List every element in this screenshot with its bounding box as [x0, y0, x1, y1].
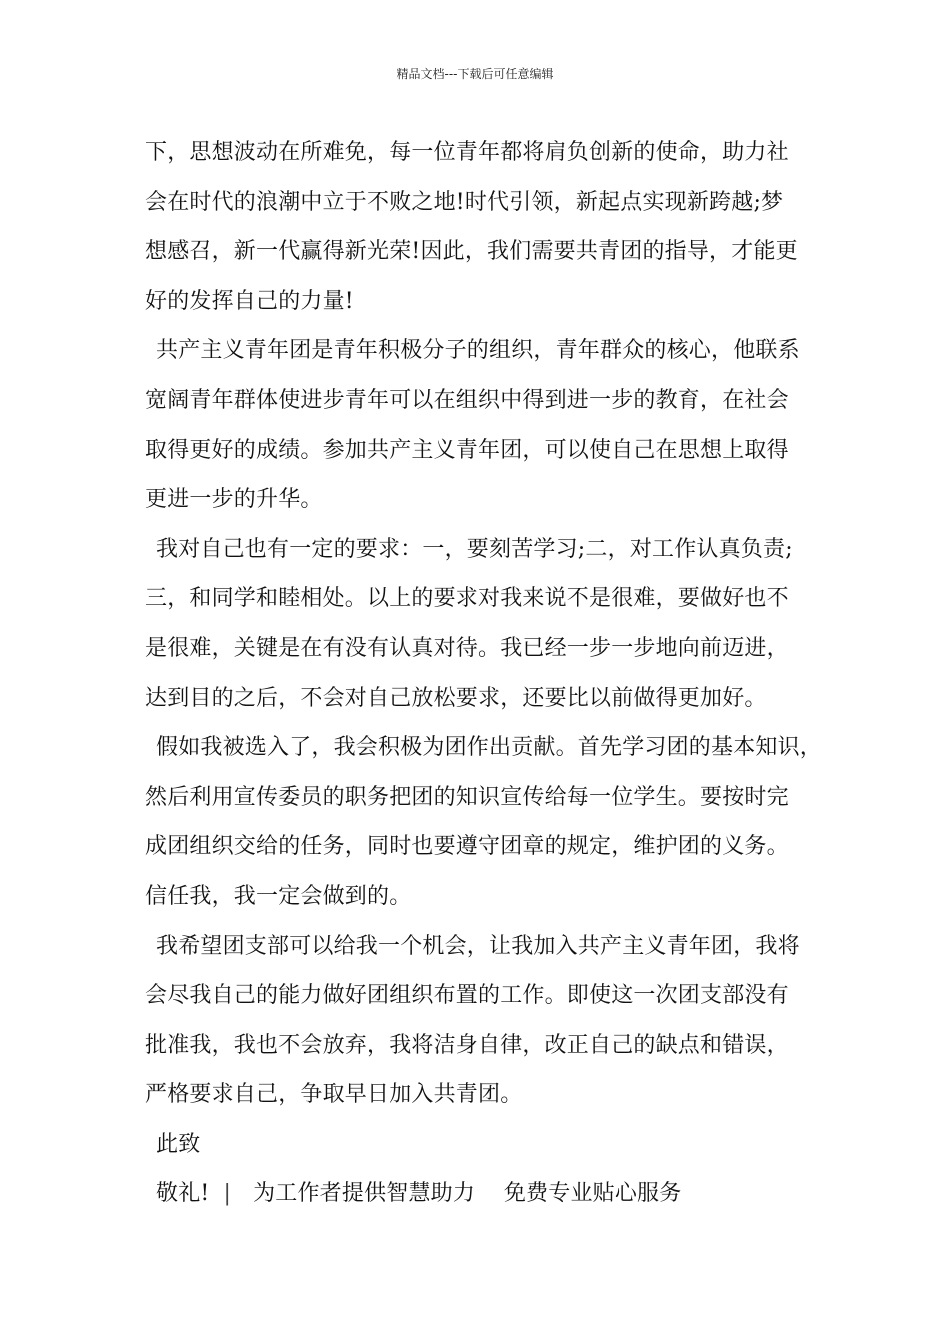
text-line: 是很难，关键是在有没有认真对待。我已经一步一步地向前迈进， — [145, 635, 789, 661]
text-line: 严格要求自己，争取早日加入共青团。 — [145, 1082, 523, 1108]
text-line: 假如我被选入了，我会积极为团作出贡献。首先学习团的基本知识， — [156, 735, 823, 761]
text-line: 然后利用宣传委员的职务把团的知识宣传给每一位学生。要按时完 — [145, 784, 789, 810]
page-header: 精品文档---下载后可任意编辑 — [396, 67, 554, 81]
text-line: 好的发挥自己的力量! — [145, 288, 354, 314]
text-line: 取得更好的成绩。参加共产主义青年团，可以使自己在思想上取得 — [145, 437, 789, 463]
paragraph — [145, 723, 835, 921]
text-line: 宽阔青年群体使进步青年可以在组织中得到进一步的教育，在社会 — [145, 387, 789, 413]
text-line: 批准我，我也不会放弃，我将洁身自律，改正自己的缺点和错误， — [145, 1032, 789, 1058]
separator: | — [223, 1181, 232, 1207]
paragraph — [145, 525, 835, 723]
closing-respect: 敬礼! — [156, 1181, 210, 1207]
text-line: 会在时代的浪潮中立于不败之地!时代引领，新起点实现新跨越;梦 — [145, 189, 784, 215]
paragraph — [145, 128, 835, 326]
text-line: 三，和同学和睦相处。以上的要求对我来说不是很难，要做好也不 — [145, 586, 789, 612]
slogan: 为工作者提供智慧助力 免费专业贴心服务 — [253, 1181, 682, 1207]
text-line: 我希望团支部可以给我一个机会，让我加入共产主义青年团，我将 — [156, 933, 800, 959]
text-line: 会尽我自己的能力做好团组织布置的工作。即使这一次团支部没有 — [145, 983, 789, 1009]
text-line: 达到目的之后，不会对自己放松要求，还要比以前做得更加好。 — [145, 685, 767, 711]
text-line: 信任我，我一定会做到的。 — [145, 883, 412, 909]
paragraph — [145, 326, 835, 524]
text-line: 想感召，新一代赢得新光荣!因此，我们需要共青团的指导，才能更 — [145, 239, 798, 265]
closing-line — [145, 1169, 835, 1219]
text-line: 我对自己也有一定的要求：一，要刻苦学习;二，对工作认真负责; — [156, 536, 793, 562]
document-body — [145, 128, 835, 1219]
text-line: 共产主义青年团是青年积极分子的组织，青年群众的核心，他联系 — [156, 338, 800, 364]
paragraph — [145, 922, 835, 1120]
text-line: 下，思想波动在所难免，每一位青年都将肩负创新的使命，助力社 — [145, 140, 789, 165]
text-line: 成团组织交给的任务，同时也要遵守团章的规定，维护团的义务。 — [145, 834, 789, 860]
text-line: 更进一步的升华。 — [145, 487, 323, 513]
closing-salutation: 此致 — [156, 1131, 201, 1157]
